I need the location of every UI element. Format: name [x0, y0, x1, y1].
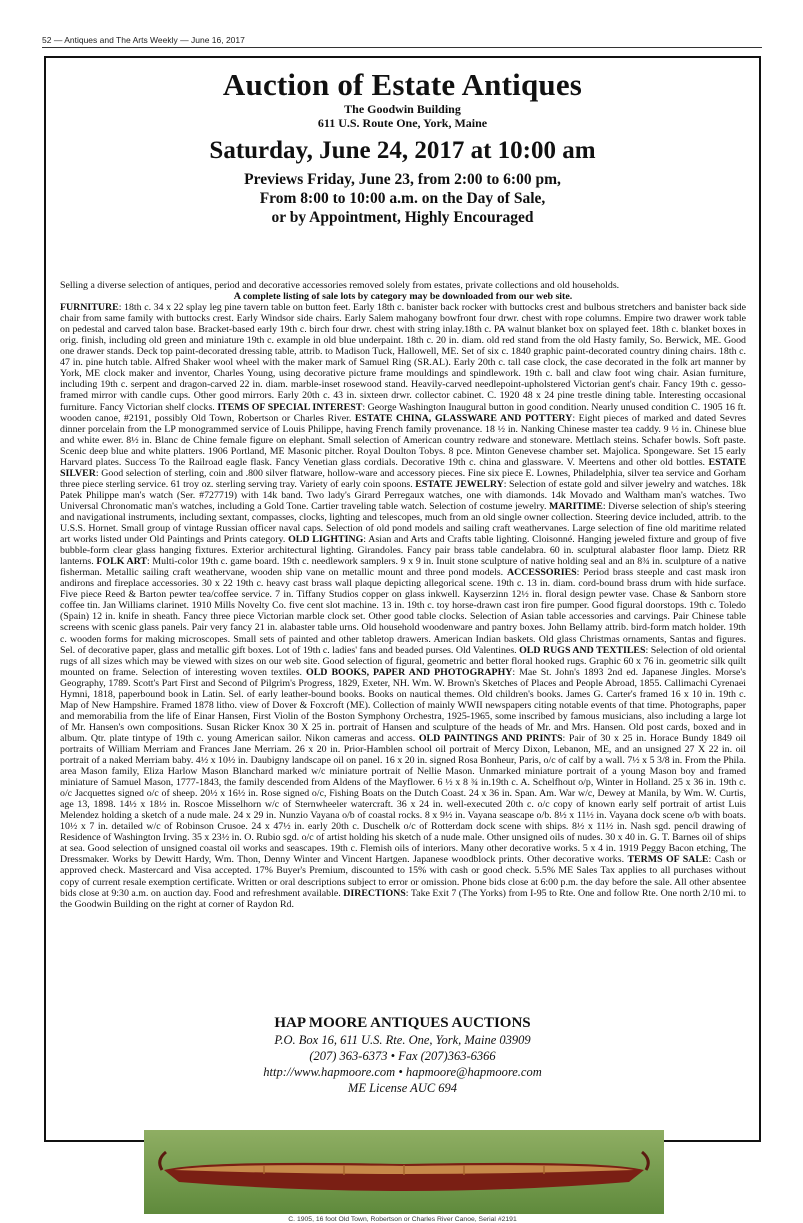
section-text: : Mae St. John's 1893 2nd ed. Japanese Jingles. Morse's Geography, 1789. Scott's Part First and Second of Pilgrim's Progress, 1829, Exeter, NH. Wm. W. Brown's Sketches of Places and People Abroad, 1855. Callimachi Cyrenaei Hymni, 1818, paperbound book in Latin. Sel. of early leather-bound books. Books on nautical themes. Old children's books. James G. Carter's framed 16 x 10 in. 19th c. Map of New Hampshire. Framed 1878 litho. view of Dover & Foxcroft (ME). Collection of mainly WWII newspapers citing notable events of that time. Photographs, paper and memorabilia from the life of Einar Hansen, First Violin of the Boston Symphony Orchestra, 1925-1965, some inscribed by famous musicians, also including a large lot of Mr. Hansen's own compositions. Susan Ricker Knox 30 X 25 in. portrait of Hansen and sculpture of the heads of Mr. and Mrs. Hansen. Old post cards, boxed and in album. Qtr. plate tintype of 19th c. young American sailor. Nikon cameras and access.: [60, 666, 746, 744]
section-heading: ITEMS OF SPECIAL INTEREST: [217, 401, 363, 413]
company-address: P.O. Box 16, 611 U.S. Rte. One, York, Maine 03909: [274, 1033, 531, 1047]
section-heading: OLD RUGS AND TEXTILES: [519, 644, 646, 656]
preview-line: Previews Friday, June 23, from 2:00 to 6:00 pm,: [244, 171, 561, 188]
listing-body: [60, 280, 746, 910]
section-text: : Take Exit 7 (The Yorks) from I-95 to Rte. One and follow Rte. One north 2/10 mi. to the Goodwin Building on the right at corner of Raydon Rd.: [60, 887, 746, 910]
section-heading: FOLK ART: [96, 556, 147, 568]
company-license: ME License AUC 694: [347, 1081, 458, 1095]
photo-caption: C. 1905, 16 foot Old Town, Robertson or Charles River Canoe, Serial #2191: [288, 1216, 517, 1223]
section-heading: ESTATE CHINA, GLASSWARE AND POTTERY: [354, 412, 573, 424]
section-text: : Eight pieces of marked and dated Sevres dinner porcelain from the LP monogrammed service of Louis Philippe, having French family provenance. 18 ½ in. Nanking Chinese master tea caddy. 9 ½ in. Chinese blue and white ewer. 8½ in. Blanc de Chine female figure on elephant. Small selection of American country redware and stoneware. Mettlach steins. Schafer bowls. Soft paste. Scenic deep blue and white platters. 1906 Portland, ME Masonic pitcher. Royal Doulton Tobys. 8 pce. Minton Genevese chamber set. Majolica. Spongeware. Set 15 early Harvard plates. Success To the Railroad eagle flask. Fancy Venetian glass cordials. Decorative 19th c. china and glassware. V. Meertens and other old bottles.: [60, 412, 747, 468]
section-heading: DIRECTIONS: [343, 887, 406, 899]
folio-line: 52 — Antiques and The Arts Weekly — June 16, 2017: [42, 35, 245, 45]
section-text: : Cash or approved check. Mastercard and Visa accepted. 17% Buyer's Premium, discounted to 15% with cash or good check. 5.5% ME Sales Tax applies to all purchases without copy of current resale exemption certificate. Written or oral descriptions subject to error or omission. Phone bids close at 6:00 p.m. the day before the sale. All other absentee bids close at 9:30 a.m. on auction day. Food and refreshment available.: [60, 854, 746, 899]
section-heading: ESTATE SILVER: [60, 456, 746, 479]
auction-ad: [44, 56, 761, 1223]
section-heading: OLD PAINTINGS AND PRINTS: [418, 732, 563, 744]
section-text: : 18th c. 34 x 22 splay leg pine tavern table on button feet. Early 18th c. banister back rocker with buttocks crest and bulbous stretchers and banister back side chair from same family with buttocks crest. Early Windsor side chairs. Early Salem mahogany bowfront four drwr. chest with rope columns. Empire two drawer work table on pedestal and carved talon base. Bracket-based early 19th c. birch four drwr. chest with string inlay.18th c. PA walnut blanket box on splayed feet. 18th c. blanket boxes in orig. finish, including old green and miniature 19th c. example in old blue underpaint. 18th c. 20 in. diam. old red stand from the old Hasty family, So. Berwick, ME. Good one drawer stands. Deck top paint-decorated dressing table, attrib. to Madison Tuck, Hallowell, ME. Set of six c. 1840 graphic paint-decorated country dining chairs. 18th c. 47 in. pine hutch table. Alfred Shaker wool wheel with the maker mark of Samuel Ring (SR.AL). Early 20th c. tall case clock, the case decorated in the folk art manner by York, ME clock maker and inventor, Charles Young, using decorative picture frame mouldings and spindlework. 19th c. ball and claw foot wing chair. Asian furniture, including 19th c. serpent and dragon-carved 22 in. diam. marble-inset rosewood stand. Heavily-carved needlepoint-upholstered Victorian gent's chair. Fancy 19th c. gesso-framed mirror with candle cups. Other good mirrors. Early 20th c. 43 in. sixteen drwr. collector cabinet. C. 1920 48 x 24 pine trestle dining table. Interesting occasional furniture. Fancy Victorian shelf clocks.: [60, 302, 746, 413]
intro-text: Selling a diverse selection of antiques, period and decorative accessories removed solely from estates, private collections and old households.: [60, 280, 620, 291]
section-heading: TERMS OF SALE: [627, 854, 709, 866]
section-heading: OLD LIGHTING: [288, 534, 364, 546]
building-address: 611 U.S. Route One, York, Maine: [317, 116, 488, 130]
sale-date: Saturday, June 24, 2017 at 10:00 am: [209, 137, 596, 164]
section-text: : Selection of estate gold and silver jewelry and watches. 18k Patek Philippe man's watch (Ser. #727719) with 14k band. Two lady's Girard Perregaux watches, one with diamonds. 14k Movado and Waltham man's watches. Two Universal Chronomatic man's watches, including a Gold Tone. Cartier traveling table watch. Selection of costume jewelry.: [60, 478, 747, 512]
section-text: : Selection of old oriental rugs of all sizes which may be viewed with sizes on our web site. Good selection of figural, geometric and better floral hooked rugs. Graphic 60 x 76 in. geometric silk quilt mounted on frame. Selection of interesting woven textiles.: [60, 644, 746, 678]
section-text: : Good selection of sterling, coin and .800 silver flatware, hollow-ware and accessory pieces. Fine six piece E. Lownes, Philadelphia, silver tea service and Gorham three piece sterling service. 61 troy oz. sterling serving tray. Variety of early coin spoons.: [60, 467, 746, 490]
section-heading: OLD BOOKS, PAPER AND PHOTOGRAPHY: [306, 666, 513, 678]
section-heading: ACCESSORIES: [506, 567, 577, 579]
section-text: : Period brass steeple and cast mask iron andirons and fireplace accessories. 30 x 22 19th c. heavy cast brass wall plaque depicting allegorical scene. 19th c. 13 in. diam. cord-bound brass drum with hide surface. Five piece Reed & Barton pewter tea/coffee service. 7 in. Tiffany Studios copper on glass inkwell. Kayserzinn 12½ in. floral design pewter vase. Chase & Sanborn store coffee tin. Jan Williams clarinet. 1910 Mills Novelty Co. five cent slot machine. 13 in. 19th c. toy horse-drawn cast iron fire pumper. Good figural doorstops. 19th c. Toledo (Spain) 12 in. knife in sheath. Fancy three piece Victorian marble clock set. Other good table clocks. Selection of Asian table accessories and carvings. Pair Chinese table screens with scenic glass panels. Pair very fancy 21 in. alabaster table urns. Old household woodenware and pantry boxes. John Bellamy attrib. bird-form match holder. 19th c. wooden forms for making microscopes. Small sets of painted and other tabletop drawers. American Indian baskets. Old glass Christmas ornaments, Santas and figures. Sel. of decorative paper, glass and metallic gift boxes. Lot of 19th c. ladies' fans and beaded purses. Old Valentines.: [60, 567, 746, 656]
company-phone: (207) 363-6373 • Fax (207)363-6366: [309, 1049, 496, 1063]
section-heading: FURNITURE: [60, 302, 119, 314]
company-name: HAP MOORE ANTIQUES AUCTIONS: [274, 1015, 531, 1031]
section-text: : George Washington Inaugural button in good condition. Nearly unused condition C. 1905 16 ft. wooden canoe, #2191, possibly Old Town, Robertson or Charles River.: [60, 401, 746, 424]
section-text: : Diverse selection of ship's steering and navigational instruments, including sextant, compasses, clocks, lighting and telescopes, much from an old single owner collection. Steering device included, attrib. to the U.S.S. Hornet. Small group of vintage Russian officer naval caps. Selection of old pond models and sailing craft weathervanes. Large selection of fine old maritime related art works listed under Old Paintings and Prints category.: [60, 500, 746, 546]
company-block: [46, 1014, 759, 1096]
folio-rule: [42, 47, 762, 48]
section-heading: ESTATE JEWELRY: [415, 478, 504, 490]
section-heading: MARITIME: [549, 500, 603, 512]
ad-title: Auction of Estate Antiques: [222, 67, 583, 102]
building-name: The Goodwin Building: [344, 102, 461, 116]
company-web[interactable]: http://www.hapmoore.com • hapmoore@hapmoore.com: [263, 1065, 542, 1079]
canoe-photo: [144, 1130, 664, 1214]
section-text: : Pair of 30 x 25 in. Horace Bundy 1849 oil portraits of William Merriam and Frances Jane Merriam. 26 x 20 in. Prior-Hamblen school oil portrait of Mercy Dixon, Lebanon, ME, and an unsigned 27 X 22 in. oil portrait of a naked Merriam baby. 4½ x 10½ in. Daubigny landscape oil on panel. 16 x 20 in. signed Rosa Bonheur, Paris, o/c of calf by a wall. 7½ x 5 3/8 in. From the Phila. area Mason family, Eliza Harlow Mason Blanchard marked w/c miniature portrait of Nellie Mason. Unmarked miniature portrait of a young Mason boy and framed miniature of Samuel Mason, 1777-1843, the family descended from Aldens of the Mayflower. 6 ½ x 8 ¾ in.19th c. A. Schelfhout o/p, Winter in Holland. 25 x 36 in. 19th c. o/c Jacquettes signed o/c of sheep. 20½ x 16½ in. Rose signed o/c, Fishing Boats on the Dutch Coast. 24 x 36 in. Span. Am. War w/c, Dewey at Manila, by Wm. W. Curtis, age 13, 1898. 14½ x 18½ in. Roscoe Misselhorn w/c of Sternwheeler watercraft. 36 x 24 in. well-executed 20th c. o/c copy of known early self portrait of artist Luis Melendez holding a sketch of a nude male. 24 x 29 in. Nunzio Vayana o/b of coastal rocks. 8 x 9½ in. Vayana seascape o/b. 8½ x 11½ in. Vayana dock scene o/b with boats. 10½ x 7 in. detailed w/c of Robinson Crusoe. 24 x 47½ in. early 20th c. Duschelk o/c of Rotterdam dock scene with ships. 8½ x 11½ in. Nash sgd. pencil drawing of Residence of Washington Irving. 35 x 23½ in. O. Rubio sgd. o/c of artist holding his sketch of a nude male. Other unsigned oils of nudes. 30 x 40 in. G. T. Barnes oil of ships at sea. Good selection of unsigned coastal oil works and seascapes. 19th c. Flemish oils of interiors. Many other decorative works. 5 x 4 in. 1919 Peggy Bacon etching, The Dressmaker. Works by Dewitt Hardy, Wm. Thon, Denny Winter and Vincent Hartgen. Japanese woodblock prints. Other decorative works.: [60, 732, 747, 866]
preview-line: or by Appointment, Highly Encouraged: [271, 209, 534, 226]
preview-line: From 8:00 to 10:00 a.m. on the Day of Sale,: [259, 190, 546, 207]
ad-header: [46, 68, 759, 227]
intro-download-note: A complete listing of sale lots by category may be downloaded from our web site.: [233, 291, 573, 303]
section-text: : Asian and Arts and Crafts table lighting. Cloisonné. Hanging jeweled fixture and group of five bubble-form clear glass hanging fixtures. Exterior architectural lighting. Girandoles. Fancy pair brass table candelabra. 60 in. sculptural alabaster floor lamp. Dietz RR lanterns.: [60, 534, 746, 568]
canoe-image: [144, 1130, 664, 1214]
section-text: : Multi-color 19th c. game board. 19th c. needlework samplers. 9 x 9 in. Inuit stone sculpture of native holding seal and an 8¾ in. sculpture of a native fisherman. Metallic sailing craft weathervane, wooden ship vane on metallic mount and three pond models.: [60, 556, 747, 579]
listing-sections: [60, 302, 746, 910]
